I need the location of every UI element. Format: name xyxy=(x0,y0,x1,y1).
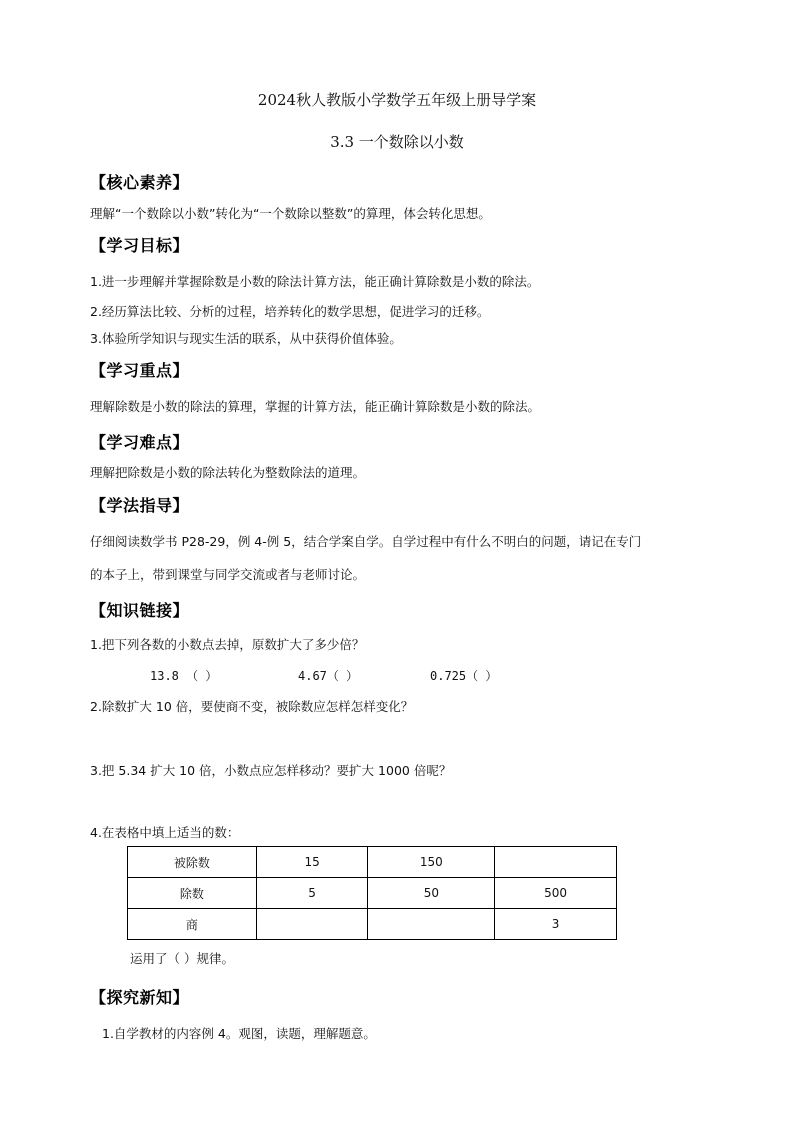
question-1: 1.把下列各数的小数点去掉，原数扩大了多少倍？ xyxy=(90,637,365,652)
document-title: 2024秋人教版小学数学五年级上册导学案 xyxy=(257,91,537,109)
heading-study-method: 【学法指导】 xyxy=(90,496,190,515)
goal-item-1: 1.进一步理解并掌握除数是小数的除法计算方法，能正确计算除数是小数的除法。 xyxy=(90,274,540,289)
heading-explore-new: 【探究新知】 xyxy=(90,988,190,1007)
document-subtitle: 3.3 一个数除以小数 xyxy=(330,133,464,151)
goal-item-3: 3.体验所学知识与现实生活的联系，从中获得价值体验。 xyxy=(90,331,402,346)
learning-difficulty-text: 理解把除数是小数的除法转化为整数除法的道理。 xyxy=(90,465,366,480)
explore-question-1: 1.自学教材的内容例 4。观图，读题，理解题意。 xyxy=(102,1026,376,1041)
goal-item-2: 2.经历算法比较、分析的过程，培养转化的数学思想，促进学习的迁移。 xyxy=(90,304,490,319)
table-cell: 5 xyxy=(256,878,368,909)
table-cell: 500 xyxy=(495,878,617,909)
study-method-line-1: 仔细阅读数学书 P28-29，例 4-例 5，结合学案自学。自学过程中有什么不明白的问题，请记在专门 xyxy=(90,534,642,549)
table-cell: 除数 xyxy=(128,878,257,909)
blank-0-725[interactable]: 0.725（ ） xyxy=(430,669,498,683)
table-cell: 商 xyxy=(128,909,257,940)
table-row xyxy=(128,847,617,878)
table-cell[interactable] xyxy=(256,909,368,940)
heading-learning-goals: 【学习目标】 xyxy=(90,236,190,255)
table-cell: 150 xyxy=(368,847,495,878)
table-cell[interactable] xyxy=(495,847,617,878)
heading-core-literacy: 【核心素养】 xyxy=(90,173,190,192)
table-row xyxy=(128,878,617,909)
table-row xyxy=(128,909,617,940)
question-4: 4.在表格中填上适当的数： xyxy=(90,825,240,840)
question-2: 2.除数扩大 10 倍，要使商不变，被除数应怎样怎样变化？ xyxy=(90,699,414,714)
table-cell[interactable] xyxy=(368,909,495,940)
table-cell: 15 xyxy=(256,847,368,878)
heading-learning-focus: 【学习重点】 xyxy=(90,361,190,380)
table-cell: 50 xyxy=(368,878,495,909)
blank-13-8[interactable]: 13.8 （ ） xyxy=(150,669,218,683)
heading-learning-difficulty: 【学习难点】 xyxy=(90,433,190,452)
question-3: 3.把 5.34 扩大 10 倍，小数点应怎样移动？要扩大 1000 倍呢？ xyxy=(90,763,452,778)
table-cell: 被除数 xyxy=(128,847,257,878)
rule-blank[interactable]: 运用了（ ）规律。 xyxy=(130,951,234,966)
blank-4-67[interactable]: 4.67（ ） xyxy=(298,669,359,683)
heading-knowledge-link: 【知识链接】 xyxy=(90,601,190,620)
table-cell: 3 xyxy=(495,909,617,940)
learning-focus-text: 理解除数是小数的除法的算理，掌握的计算方法，能正确计算除数是小数的除法。 xyxy=(90,399,541,414)
core-literacy-text: 理解“一个数除以小数”转化为“一个数除以整数”的算理，体会转化思想。 xyxy=(90,206,491,221)
division-table xyxy=(127,846,617,940)
study-method-line-2: 的本子上，带到课堂与同学交流或者与老师讨论。 xyxy=(90,567,366,582)
